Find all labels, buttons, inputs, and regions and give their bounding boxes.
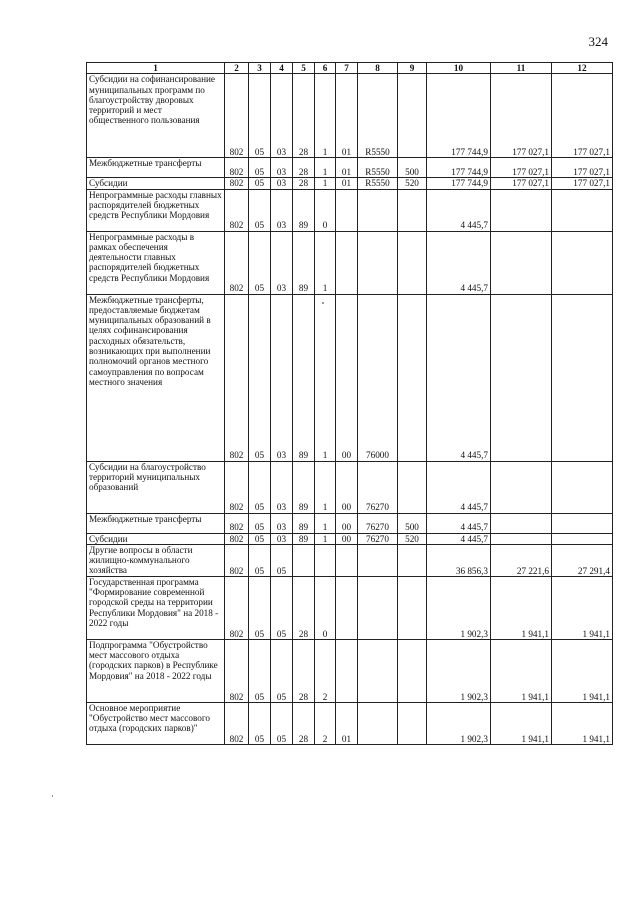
cell-expense-type	[398, 544, 427, 576]
scan-speck	[322, 302, 324, 304]
cell-name: Субсидии	[87, 178, 225, 189]
cell-name: Подпрограмма "Обустройство мест массового отдыха (городских парков) в Республике Мордовия" на 2018 - 2022 годы	[87, 639, 225, 702]
cell-subsection: 03	[271, 74, 293, 158]
cell-name: Субсидии на софинансирование муниципальных программ по благоустройству дворовых территорий и мест общественного пользования	[87, 74, 225, 158]
cell-direction: 76270	[358, 513, 398, 533]
table-row	[87, 189, 613, 231]
column-header-5: 5	[293, 63, 315, 74]
cell-admin-code: 802	[225, 544, 249, 576]
cell-section: 05	[249, 158, 271, 178]
cell-subprogram: 1	[315, 74, 336, 158]
cell-program: 89	[293, 513, 315, 533]
cell-event: 00	[336, 461, 358, 513]
cell-event: 00	[336, 294, 358, 461]
cell-amount-2: 1 941,1	[491, 576, 552, 639]
page-number: 324	[588, 34, 608, 49]
cell-admin-code: 802	[225, 533, 249, 544]
cell-name: Основное мероприятие "Обустройство мест массового отдыха (городских парков)"	[87, 702, 225, 744]
cell-subprogram: 0	[315, 189, 336, 231]
cell-admin-code: 802	[225, 74, 249, 158]
cell-subprogram: 0	[315, 576, 336, 639]
cell-admin-code: 802	[225, 639, 249, 702]
cell-subsection: 05	[271, 544, 293, 576]
column-header-12: 12	[552, 63, 613, 74]
budget-table	[86, 62, 613, 745]
cell-amount-2	[491, 461, 552, 513]
table-row	[87, 461, 613, 513]
cell-amount-1: 177 744,9	[427, 74, 491, 158]
cell-subprogram: 1	[315, 461, 336, 513]
cell-program: 28	[293, 178, 315, 189]
column-header-2: 2	[225, 63, 249, 74]
cell-subsection: 03	[271, 178, 293, 189]
cell-admin-code: 802	[225, 702, 249, 744]
cell-amount-1: 4 445,7	[427, 294, 491, 461]
cell-section: 05	[249, 178, 271, 189]
cell-amount-3: 177 027,1	[552, 74, 613, 158]
cell-amount-1: 4 445,7	[427, 231, 491, 294]
column-header-3: 3	[249, 63, 271, 74]
cell-subprogram: 1	[315, 231, 336, 294]
cell-amount-2: 177 027,1	[491, 74, 552, 158]
cell-expense-type	[398, 294, 427, 461]
cell-subsection: 03	[271, 533, 293, 544]
cell-subsection: 05	[271, 576, 293, 639]
cell-amount-2: 1 941,1	[491, 639, 552, 702]
cell-direction	[358, 189, 398, 231]
cell-amount-3: 1 941,1	[552, 639, 613, 702]
cell-section: 05	[249, 576, 271, 639]
cell-admin-code: 802	[225, 231, 249, 294]
cell-direction: R5550	[358, 178, 398, 189]
cell-program: 89	[293, 189, 315, 231]
cell-amount-3	[552, 461, 613, 513]
cell-program: 28	[293, 639, 315, 702]
cell-subsection: 03	[271, 231, 293, 294]
cell-name: Межбюджетные трансферты	[87, 158, 225, 178]
cell-program: 28	[293, 702, 315, 744]
cell-amount-2	[491, 533, 552, 544]
cell-direction: R5550	[358, 74, 398, 158]
cell-direction	[358, 544, 398, 576]
column-header-8: 8	[358, 63, 398, 74]
cell-subprogram: 2	[315, 702, 336, 744]
cell-amount-2	[491, 189, 552, 231]
cell-section: 05	[249, 231, 271, 294]
cell-amount-1: 177 744,9	[427, 158, 491, 178]
cell-expense-type	[398, 461, 427, 513]
cell-amount-2: 177 027,1	[491, 158, 552, 178]
cell-direction: 76270	[358, 533, 398, 544]
table-row	[87, 533, 613, 544]
cell-subsection: 03	[271, 189, 293, 231]
cell-name: Непрограммные расходы в рамках обеспечения деятельности главных распорядителей бюджетных средств Республики Мордовия	[87, 231, 225, 294]
cell-subprogram: 2	[315, 639, 336, 702]
cell-name: Другие вопросы в области жилищно-коммунального хозяйства	[87, 544, 225, 576]
cell-direction	[358, 639, 398, 702]
cell-amount-3	[552, 231, 613, 294]
cell-event: 00	[336, 533, 358, 544]
cell-section: 05	[249, 533, 271, 544]
cell-amount-3	[552, 513, 613, 533]
cell-event: 01	[336, 702, 358, 744]
cell-amount-3	[552, 533, 613, 544]
cell-expense-type: 500	[398, 513, 427, 533]
cell-subprogram: 1	[315, 158, 336, 178]
cell-amount-2	[491, 513, 552, 533]
table-row	[87, 158, 613, 178]
cell-event: 01	[336, 74, 358, 158]
cell-event	[336, 544, 358, 576]
column-header-9: 9	[398, 63, 427, 74]
table-row	[87, 74, 613, 158]
cell-subprogram: 1	[315, 178, 336, 189]
table-body	[87, 74, 613, 745]
cell-section: 05	[249, 513, 271, 533]
cell-section: 05	[249, 544, 271, 576]
table-row	[87, 231, 613, 294]
cell-amount-3: 1 941,1	[552, 702, 613, 744]
table-row	[87, 513, 613, 533]
cell-expense-type: 500	[398, 158, 427, 178]
cell-amount-1: 1 902,3	[427, 576, 491, 639]
cell-amount-2	[491, 294, 552, 461]
column-header-1: 1	[87, 63, 225, 74]
cell-program	[293, 544, 315, 576]
cell-program: 28	[293, 158, 315, 178]
table-row	[87, 702, 613, 744]
cell-program: 89	[293, 533, 315, 544]
cell-amount-2: 1 941,1	[491, 702, 552, 744]
column-header-7: 7	[336, 63, 358, 74]
cell-subsection: 05	[271, 639, 293, 702]
table-row	[87, 576, 613, 639]
cell-section: 05	[249, 294, 271, 461]
cell-section: 05	[249, 189, 271, 231]
cell-name: Государственная программа "Формирование современной городской среды на территории Республики Мордовия" на 2018 - 2022 годы	[87, 576, 225, 639]
cell-event: 00	[336, 513, 358, 533]
cell-amount-1: 36 856,3	[427, 544, 491, 576]
cell-amount-3: 177 027,1	[552, 158, 613, 178]
cell-expense-type: 520	[398, 533, 427, 544]
cell-direction	[358, 702, 398, 744]
cell-amount-3	[552, 294, 613, 461]
table-row	[87, 178, 613, 189]
cell-expense-type	[398, 702, 427, 744]
cell-amount-1: 4 445,7	[427, 533, 491, 544]
cell-admin-code: 802	[225, 513, 249, 533]
cell-direction	[358, 576, 398, 639]
cell-program: 89	[293, 231, 315, 294]
cell-expense-type	[398, 189, 427, 231]
cell-subsection: 03	[271, 461, 293, 513]
cell-admin-code: 802	[225, 461, 249, 513]
table-row	[87, 544, 613, 576]
cell-direction: R5550	[358, 158, 398, 178]
cell-direction: 76000	[358, 294, 398, 461]
cell-subprogram	[315, 544, 336, 576]
cell-subsection: 03	[271, 294, 293, 461]
cell-amount-3: 1 941,1	[552, 576, 613, 639]
cell-subsection: 05	[271, 702, 293, 744]
cell-amount-1: 177 744,9	[427, 178, 491, 189]
cell-amount-1: 4 445,7	[427, 513, 491, 533]
table-row	[87, 294, 613, 461]
cell-event	[336, 639, 358, 702]
cell-amount-3: 177 027,1	[552, 178, 613, 189]
cell-expense-type: 520	[398, 178, 427, 189]
cell-expense-type	[398, 74, 427, 158]
cell-program: 89	[293, 294, 315, 461]
header-row	[87, 63, 613, 74]
cell-amount-3	[552, 189, 613, 231]
cell-direction	[358, 231, 398, 294]
cell-expense-type	[398, 231, 427, 294]
cell-name: Субсидии	[87, 533, 225, 544]
cell-section: 05	[249, 461, 271, 513]
cell-name: Субсидии на благоустройство территорий муниципальных образований	[87, 461, 225, 513]
cell-subprogram: 1	[315, 513, 336, 533]
cell-admin-code: 802	[225, 178, 249, 189]
cell-amount-1: 1 902,3	[427, 639, 491, 702]
cell-amount-2: 27 221,6	[491, 544, 552, 576]
cell-amount-1: 4 445,7	[427, 189, 491, 231]
cell-section: 05	[249, 74, 271, 158]
cell-program: 89	[293, 461, 315, 513]
cell-subsection: 03	[271, 158, 293, 178]
column-header-10: 10	[427, 63, 491, 74]
cell-amount-1: 4 445,7	[427, 461, 491, 513]
cell-amount-2	[491, 231, 552, 294]
cell-subsection: 03	[271, 513, 293, 533]
column-header-11: 11	[491, 63, 552, 74]
cell-name: Межбюджетные трансферты, предоставляемые бюджетам муниципальных образований в целях софинансирования расходных обязательств, возникающих при выполнении полномочий органов местного самоуправления по вопросам местного значения	[87, 294, 225, 461]
cell-admin-code: 802	[225, 189, 249, 231]
cell-section: 05	[249, 639, 271, 702]
cell-name: Межбюджетные трансферты	[87, 513, 225, 533]
cell-expense-type	[398, 576, 427, 639]
cell-event	[336, 231, 358, 294]
cell-event	[336, 576, 358, 639]
column-header-4: 4	[271, 63, 293, 74]
cell-event: 01	[336, 178, 358, 189]
scan-speck	[52, 795, 53, 797]
cell-admin-code: 802	[225, 294, 249, 461]
cell-direction: 76270	[358, 461, 398, 513]
cell-amount-1: 1 902,3	[427, 702, 491, 744]
cell-program: 28	[293, 74, 315, 158]
cell-section: 05	[249, 702, 271, 744]
cell-event	[336, 189, 358, 231]
cell-amount-2: 177 027,1	[491, 178, 552, 189]
cell-admin-code: 802	[225, 576, 249, 639]
cell-subprogram: 1	[315, 533, 336, 544]
cell-name: Непрограммные расходы главных распорядителей бюджетных средств Республики Мордовия	[87, 189, 225, 231]
cell-program: 28	[293, 576, 315, 639]
column-header-6: 6	[315, 63, 336, 74]
cell-event: 01	[336, 158, 358, 178]
table-row	[87, 639, 613, 702]
cell-subprogram: 1	[315, 294, 336, 461]
cell-expense-type	[398, 639, 427, 702]
cell-admin-code: 802	[225, 158, 249, 178]
cell-amount-3: 27 291,4	[552, 544, 613, 576]
